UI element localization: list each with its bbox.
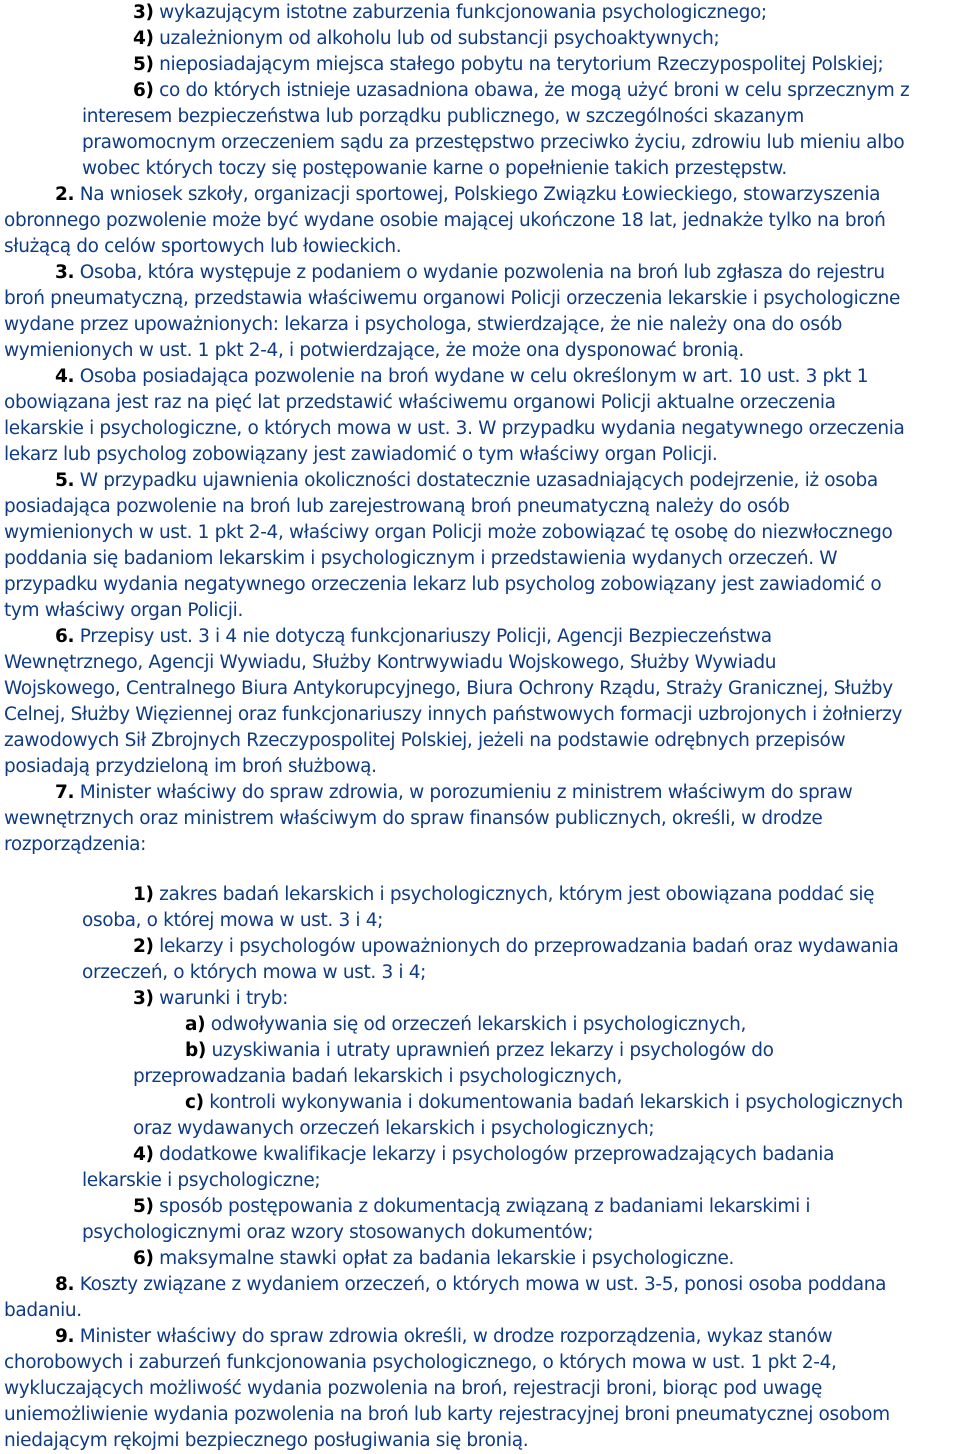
line-text: kontroli wykonywania i dokumentowania badań lekarskich i psychologicznych bbox=[203, 1092, 903, 1113]
line-text: wymienionych w ust. 1 pkt 2-4, i potwierdzające, że może ona dysponować bronią. bbox=[4, 340, 744, 361]
text-line bbox=[4, 338, 744, 364]
list-marker: 6) bbox=[133, 1248, 154, 1269]
list-marker: a) bbox=[185, 1014, 206, 1035]
text-line bbox=[4, 598, 243, 624]
line-text: prawomocnym orzeczeniem sądu za przestępstwo przeciwko życiu, zdrowiu lub mieniu albo bbox=[82, 132, 905, 153]
list-marker: 1) bbox=[133, 884, 154, 905]
line-text: osoba, o której mowa w ust. 3 i 4; bbox=[82, 910, 384, 931]
text-line bbox=[4, 416, 905, 442]
text-line bbox=[55, 780, 852, 806]
list-marker: 2. bbox=[55, 184, 75, 205]
text-line bbox=[82, 156, 787, 182]
line-text: wobec których toczy się postępowanie karne o popełnienie takich przestępstw. bbox=[82, 158, 787, 179]
text-line bbox=[133, 1142, 834, 1168]
text-line bbox=[4, 494, 789, 520]
line-text: wykazującym istotne zaburzenia funkcjonowania psychologicznego; bbox=[153, 2, 767, 23]
line-text: obowiązana jest raz na pięć lat przedstawić właściwemu organowi Policji aktualne orzeczenia bbox=[4, 392, 836, 413]
list-marker: 9. bbox=[55, 1326, 75, 1347]
list-marker: 5. bbox=[55, 470, 75, 491]
list-marker: 2) bbox=[133, 936, 154, 957]
list-marker: 6. bbox=[55, 626, 75, 647]
text-line bbox=[4, 442, 717, 468]
line-text: Wewnętrznego, Agencji Wywiadu, Służby Kontrwywiadu Wojskowego, Służby Wywiadu bbox=[4, 652, 777, 673]
line-text: wymienionych w ust. 1 pkt 2-4, właściwy organ Policji może zobowiązać tę osobę do niezwłocznego bbox=[4, 522, 893, 543]
line-text: broń pneumatyczną, przedstawia właściwemu organowi Policji orzeczenia lekarskie i psychologiczne bbox=[4, 288, 900, 309]
line-text: tym właściwy organ Policji. bbox=[4, 600, 243, 621]
list-marker: 6) bbox=[133, 80, 154, 101]
text-line bbox=[133, 986, 288, 1012]
line-text: zakres badań lekarskich i psychologicznych, którym jest obowiązana poddać się bbox=[153, 884, 875, 905]
line-text: wykluczających możliwość wydania pozwolenia na broń, rejestracji broni, biorąc pod uwagę bbox=[4, 1378, 823, 1399]
text-line bbox=[82, 1220, 593, 1246]
text-line bbox=[4, 1376, 822, 1402]
text-line bbox=[82, 960, 426, 986]
line-text: poddania się badaniom lekarskim i psychologicznym i przedstawienia wydanych orzeczeń. W bbox=[4, 548, 838, 569]
text-line bbox=[4, 572, 881, 598]
text-line bbox=[4, 1298, 82, 1324]
line-text: Koszty związane z wydaniem orzeczeń, o których mowa w ust. 3-5, ponosi osoba poddana bbox=[74, 1274, 887, 1295]
line-text: uzyskiwania i utraty uprawnień przez lekarzy i psychologów do bbox=[206, 1040, 774, 1061]
list-marker: 5) bbox=[133, 54, 154, 75]
line-text: przeprowadzania badań lekarskich i psychologicznych, bbox=[133, 1066, 622, 1087]
text-line bbox=[82, 1168, 320, 1194]
text-line bbox=[4, 728, 845, 754]
line-text: lekarskie i psychologiczne, o których mowa w ust. 3. W przypadku wydania negatywnego orzeczenia bbox=[4, 418, 905, 439]
line-text: lekarskie i psychologiczne; bbox=[82, 1170, 321, 1191]
text-line bbox=[55, 260, 885, 286]
text-line bbox=[4, 1402, 890, 1428]
text-line bbox=[133, 934, 898, 960]
text-line bbox=[82, 908, 383, 934]
line-text: Przepisy ust. 3 i 4 nie dotyczą funkcjonariuszy Policji, Agencji Bezpieczeństwa bbox=[74, 626, 772, 647]
list-marker: 3) bbox=[133, 2, 154, 23]
text-line bbox=[133, 26, 719, 52]
text-line bbox=[4, 650, 776, 676]
line-text: badaniu. bbox=[4, 1300, 82, 1321]
line-text: interesem bezpieczeństwa lub porządku publicznego, w szczególności skazanym bbox=[82, 106, 804, 127]
text-line bbox=[82, 104, 804, 130]
text-line bbox=[4, 234, 401, 260]
line-text: dodatkowe kwalifikacje lekarzy i psychologów przeprowadzających badania bbox=[153, 1144, 835, 1165]
line-text: psychologicznymi oraz wzory stosowanych dokumentów; bbox=[82, 1222, 594, 1243]
text-line bbox=[133, 52, 883, 78]
text-line bbox=[4, 312, 842, 338]
line-text: Minister właściwy do spraw zdrowia, w porozumieniu z ministrem właściwym do spraw bbox=[74, 782, 853, 803]
text-line bbox=[4, 1428, 528, 1454]
line-text: maksymalne stawki opłat za badania lekarskie i psychologiczne. bbox=[153, 1248, 735, 1269]
text-line bbox=[4, 520, 893, 546]
line-text: Celnej, Służby Więziennej oraz funkcjonariuszy innych państwowych formacji uzbrojonych i żołnierzy bbox=[4, 704, 903, 725]
list-marker: b) bbox=[185, 1040, 206, 1061]
list-marker: 4. bbox=[55, 366, 75, 387]
line-text: rozporządzenia: bbox=[4, 834, 146, 855]
line-text: wewnętrznych oraz ministrem właściwym do spraw finansów publicznych, określi, w drodze bbox=[4, 808, 823, 829]
line-text: niedającym rękojmi bezpiecznego posługiwania się bronią. bbox=[4, 1430, 529, 1451]
line-text: nieposiadającym miejsca stałego pobytu na terytorium Rzeczypospolitej Polskiej; bbox=[153, 54, 884, 75]
line-text: W przypadku ujawnienia okoliczności dostatecznie uzasadniających podejrzenie, iż osoba bbox=[74, 470, 878, 491]
line-text: wydane przez upoważnionych: lekarza i psychologa, stwierdzające, że nie należy ona do osób bbox=[4, 314, 843, 335]
text-line bbox=[4, 832, 146, 858]
line-text: Wojskowego, Centralnego Biura Antykorupcyjnego, Biura Ochrony Rządu, Straży Granicznej, Służby bbox=[4, 678, 893, 699]
line-text: chorobowych i zaburzeń funkcjonowania psychologicznego, o których mowa w ust. 1 pkt 2-4, bbox=[4, 1352, 837, 1373]
line-text: Na wniosek szkoły, organizacji sportowej, Polskiego Związku Łowieckiego, stowarzyszenia bbox=[74, 184, 881, 205]
text-line bbox=[185, 1012, 746, 1038]
line-text: oraz wydawanych orzeczeń lekarskich i psychologicznych; bbox=[133, 1118, 655, 1139]
line-text: posiadają przydzieloną im broń służbową. bbox=[4, 756, 377, 777]
text-line bbox=[133, 1246, 734, 1272]
text-line bbox=[185, 1038, 774, 1064]
line-text: uzależnionym od alkoholu lub od substancji psychoaktywnych; bbox=[153, 28, 720, 49]
text-line bbox=[55, 364, 868, 390]
line-text: lekarz lub psycholog zobowiązany jest zawiadomić o tym właściwy organ Policji. bbox=[4, 444, 718, 465]
text-line bbox=[55, 468, 878, 494]
text-line bbox=[133, 1064, 622, 1090]
line-text: obronnego pozwolenie może być wydane osobie mającej ukończone 18 lat, jednakże tylko na broń bbox=[4, 210, 886, 231]
text-line bbox=[82, 130, 904, 156]
text-line bbox=[4, 806, 822, 832]
text-line bbox=[4, 754, 377, 780]
line-text: Osoba, która występuje z podaniem o wydanie pozwolenia na broń lub zgłasza do rejestru bbox=[74, 262, 885, 283]
line-text: warunki i tryb: bbox=[153, 988, 288, 1009]
text-line bbox=[133, 0, 767, 26]
line-text: odwoływania się od orzeczeń lekarskich i psychologicznych, bbox=[205, 1014, 746, 1035]
text-line bbox=[4, 546, 837, 572]
text-line bbox=[4, 208, 886, 234]
text-line bbox=[55, 182, 880, 208]
text-line bbox=[4, 390, 836, 416]
line-text: co do których istnieje uzasadniona obawa, że mogą użyć broni w celu sprzecznym z bbox=[153, 80, 910, 101]
line-text: przypadku wydania negatywnego orzeczenia lekarz lub psycholog zobowiązany jest zawiadomić o bbox=[4, 574, 882, 595]
text-line bbox=[4, 1350, 837, 1376]
text-line bbox=[4, 702, 902, 728]
list-marker: 3) bbox=[133, 988, 154, 1009]
list-marker: 4) bbox=[133, 1144, 154, 1165]
line-text: lekarzy i psychologów upoważnionych do przeprowadzania badań oraz wydawania bbox=[153, 936, 899, 957]
list-marker: 5) bbox=[133, 1196, 154, 1217]
text-line bbox=[185, 1090, 903, 1116]
list-marker: 8. bbox=[55, 1274, 75, 1295]
text-line bbox=[133, 1194, 810, 1220]
line-text: sposób postępowania z dokumentacją związaną z badaniami lekarskimi i bbox=[153, 1196, 811, 1217]
line-text: posiadająca pozwolenie na broń lub zarejestrowaną broń pneumatyczną należy do osób bbox=[4, 496, 790, 517]
line-text: orzeczeń, o których mowa w ust. 3 i 4; bbox=[82, 962, 427, 983]
text-line bbox=[4, 676, 893, 702]
text-line bbox=[55, 1272, 886, 1298]
text-line bbox=[55, 1324, 832, 1350]
text-line bbox=[55, 624, 772, 650]
line-text: Osoba posiadająca pozwolenie na broń wydane w celu określonym w art. 10 ust. 3 pkt 1 bbox=[74, 366, 869, 387]
list-marker: 4) bbox=[133, 28, 154, 49]
line-text: służącą do celów sportowych lub łowieckich. bbox=[4, 236, 402, 257]
text-line bbox=[133, 882, 874, 908]
line-text: uniemożliwienie wydania pozwolenia na broń lub karty rejestracyjnej broni pneumatycznej osobom bbox=[4, 1404, 890, 1425]
text-line bbox=[4, 286, 900, 312]
line-text: Minister właściwy do spraw zdrowia określi, w drodze rozporządzenia, wykaz stanów bbox=[74, 1326, 833, 1347]
text-line bbox=[133, 1116, 654, 1142]
line-text: zawodowych Sił Zbrojnych Rzeczypospolitej Polskiej, jeżeli na podstawie odrębnych przepisów bbox=[4, 730, 846, 751]
text-line bbox=[133, 78, 909, 104]
list-marker: c) bbox=[185, 1092, 204, 1113]
list-marker: 7. bbox=[55, 782, 75, 803]
list-marker: 3. bbox=[55, 262, 75, 283]
